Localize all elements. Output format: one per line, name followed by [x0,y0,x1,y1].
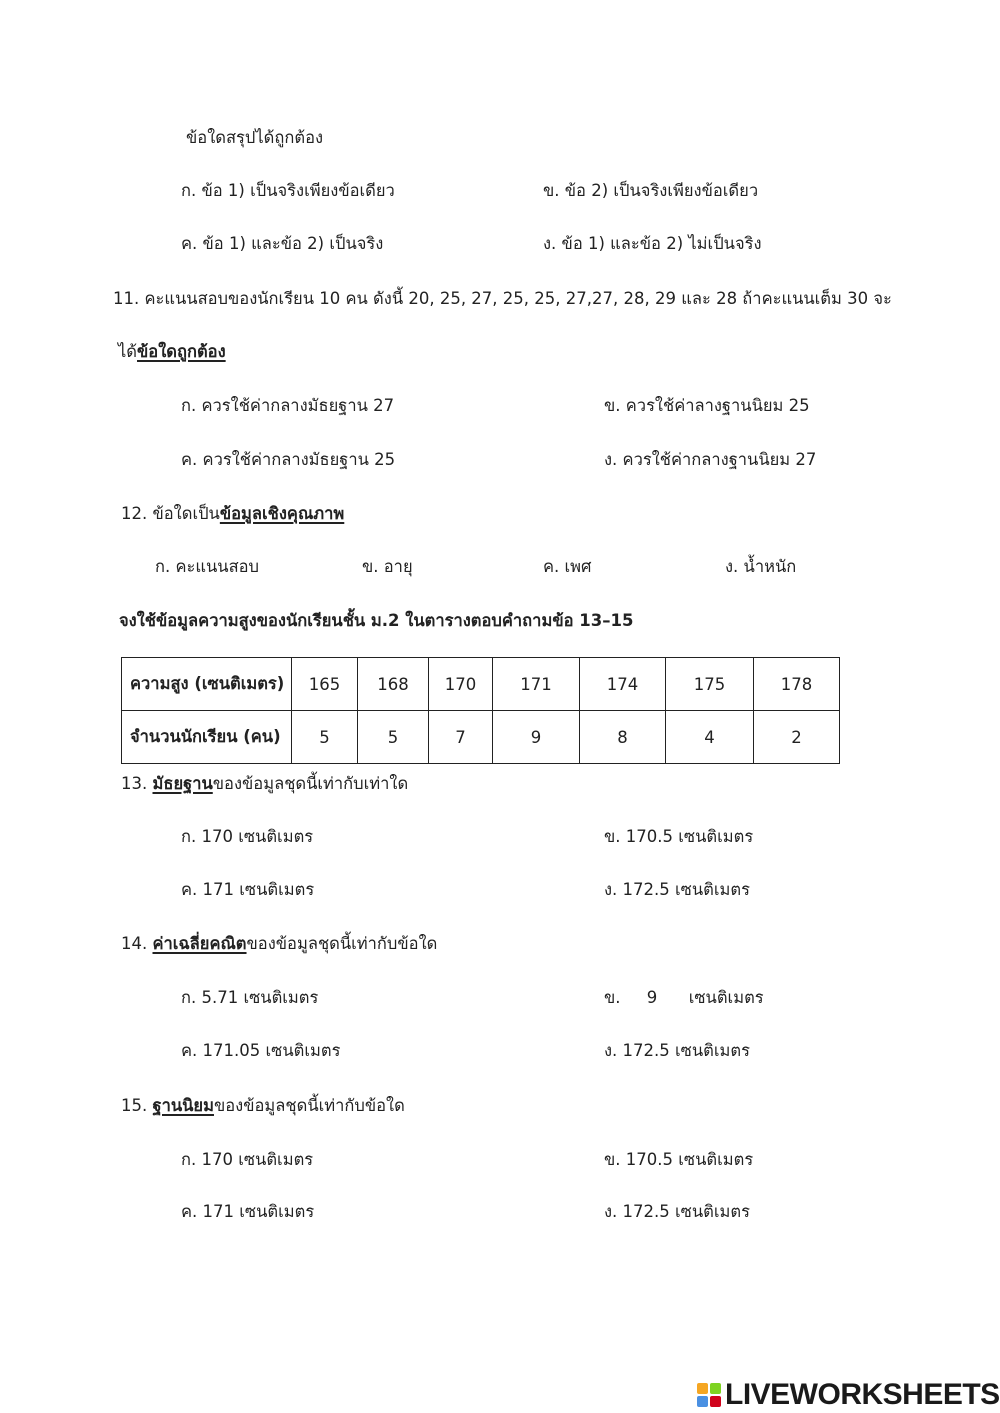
count-cell: 8 [580,711,666,764]
q12-prefix: 12. ข้อใดเป็น [121,504,220,523]
intro-question: ข้อใดสรุปได้ถูกต้อง [186,128,324,147]
q11-option-b[interactable]: ข. ควรใช้ค่าลางฐานนิยม 25 [604,396,810,415]
q14-prefix: 14. [121,934,153,953]
count-cell: 4 [666,711,754,764]
table-row-counts [122,711,840,764]
q15-suffix: ของข้อมูลชุดนี้เท่ากับข้อใด [213,1096,405,1115]
count-header: จำนวนนักเรียน (คน) [122,711,292,764]
height-cell: 171 [493,658,580,711]
q13-option-c[interactable]: ค. 171 เซนติเมตร [181,880,315,899]
count-cell: 5 [358,711,429,764]
intro-option-a[interactable]: ก. ข้อ 1) เป็นจริงเพียงข้อเดียว [181,181,395,200]
q12-emphasis: ข้อมูลเชิงคุณภาพ [219,504,345,523]
q14-option-a[interactable]: ก. 5.71 เซนติเมตร [181,988,319,1007]
q15-option-b[interactable]: ข. 170.5 เซนติเมตร [604,1150,754,1169]
q13-question [121,772,408,796]
q12-option-b[interactable]: ข. อายุ [362,557,413,576]
count-cell: 2 [754,711,840,764]
intro-option-b[interactable]: ข. ข้อ 2) เป็นจริงเพียงข้อเดียว [543,181,759,200]
q13-option-d[interactable]: ง. 172.5 เซนติเมตร [604,880,750,899]
count-cell: 5 [292,711,358,764]
q13-option-b[interactable]: ข. 170.5 เซนติเมตร [604,827,754,846]
q11-emphasis: ข้อใดถูกต้อง [137,342,226,361]
q13-suffix: ของข้อมูลชุดนี้เท่ากับเท่าใด [212,774,409,793]
count-cell: 9 [493,711,580,764]
q13-option-a[interactable]: ก. 170 เซนติเมตร [181,827,314,846]
height-cell: 174 [580,658,666,711]
logo-square [710,1396,721,1407]
logo-square [697,1396,708,1407]
q11-option-a[interactable]: ก. ควรใช้ค่ากลางมัธยฐาน 27 [181,396,395,415]
q11-option-d[interactable]: ง. ควรใช้ค่ากลางฐานนิยม 27 [604,450,817,469]
table-row-heights [122,658,840,711]
q11-option-c[interactable]: ค. ควรใช้ค่ากลางมัธยฐาน 25 [181,450,396,469]
logo-square [697,1383,708,1394]
q12-option-a[interactable]: ก. คะแนนสอบ [155,557,260,576]
q12-question [121,502,344,526]
q14-option-b[interactable]: ข. 9 เซนติเมตร [604,988,764,1007]
intro-option-c[interactable]: ค. ข้อ 1) และข้อ 2) เป็นจริง [181,234,384,253]
q11-line2 [118,340,226,364]
q14-option-c[interactable]: ค. 171.05 เซนติเมตร [181,1041,341,1060]
table-instruction: จงใช้ข้อมูลความสูงของนักเรียนชั้น ม.2 ในตารางตอบคำถามข้อ 13–15 [119,611,634,630]
q15-prefix: 15. [121,1096,153,1115]
q14-option-d[interactable]: ง. 172.5 เซนติเมตร [604,1041,750,1060]
height-cell: 170 [429,658,493,711]
q12-option-c[interactable]: ค. เพศ [543,557,592,576]
q14-suffix: ของข้อมูลชุดนี้เท่ากับข้อใด [246,934,438,953]
q12-option-d[interactable]: ง. น้ำหนัก [725,557,797,576]
q15-option-c[interactable]: ค. 171 เซนติเมตร [181,1202,315,1221]
q15-option-d[interactable]: ง. 172.5 เซนติเมตร [604,1202,750,1221]
q15-question [121,1094,405,1118]
q15-emphasis: ฐานนิยม [152,1096,214,1115]
height-cell: 168 [358,658,429,711]
logo-squares-icon [697,1383,721,1407]
intro-option-d[interactable]: ง. ข้อ 1) และข้อ 2) ไม่เป็นจริง [543,234,762,253]
logo-text: LIVEWORKSHEETS [725,1378,1000,1411]
q11-line1: 11. คะแนนสอบของนักเรียน 10 คน ดังนี้ 20, 25, 27, 25, 25, 27,27, 28, 29 และ 28 ถ้าคะแนนเต็ม 30 จะ [113,289,892,308]
height-cell: 175 [666,658,754,711]
q13-prefix: 13. [121,774,153,793]
height-header: ความสูง (เซนติเมตร) [122,658,292,711]
liveworksheets-logo[interactable] [697,1378,1000,1412]
logo-square [710,1383,721,1394]
count-cell: 7 [429,711,493,764]
height-cell: 178 [754,658,840,711]
q14-emphasis: ค่าเฉลี่ยคณิต [152,934,247,953]
q13-emphasis: มัธยฐาน [152,774,213,793]
height-cell: 165 [292,658,358,711]
q15-option-a[interactable]: ก. 170 เซนติเมตร [181,1150,314,1169]
height-table [121,657,840,764]
q11-line2-prefix: ได้ [118,342,138,361]
q14-question [121,932,437,956]
